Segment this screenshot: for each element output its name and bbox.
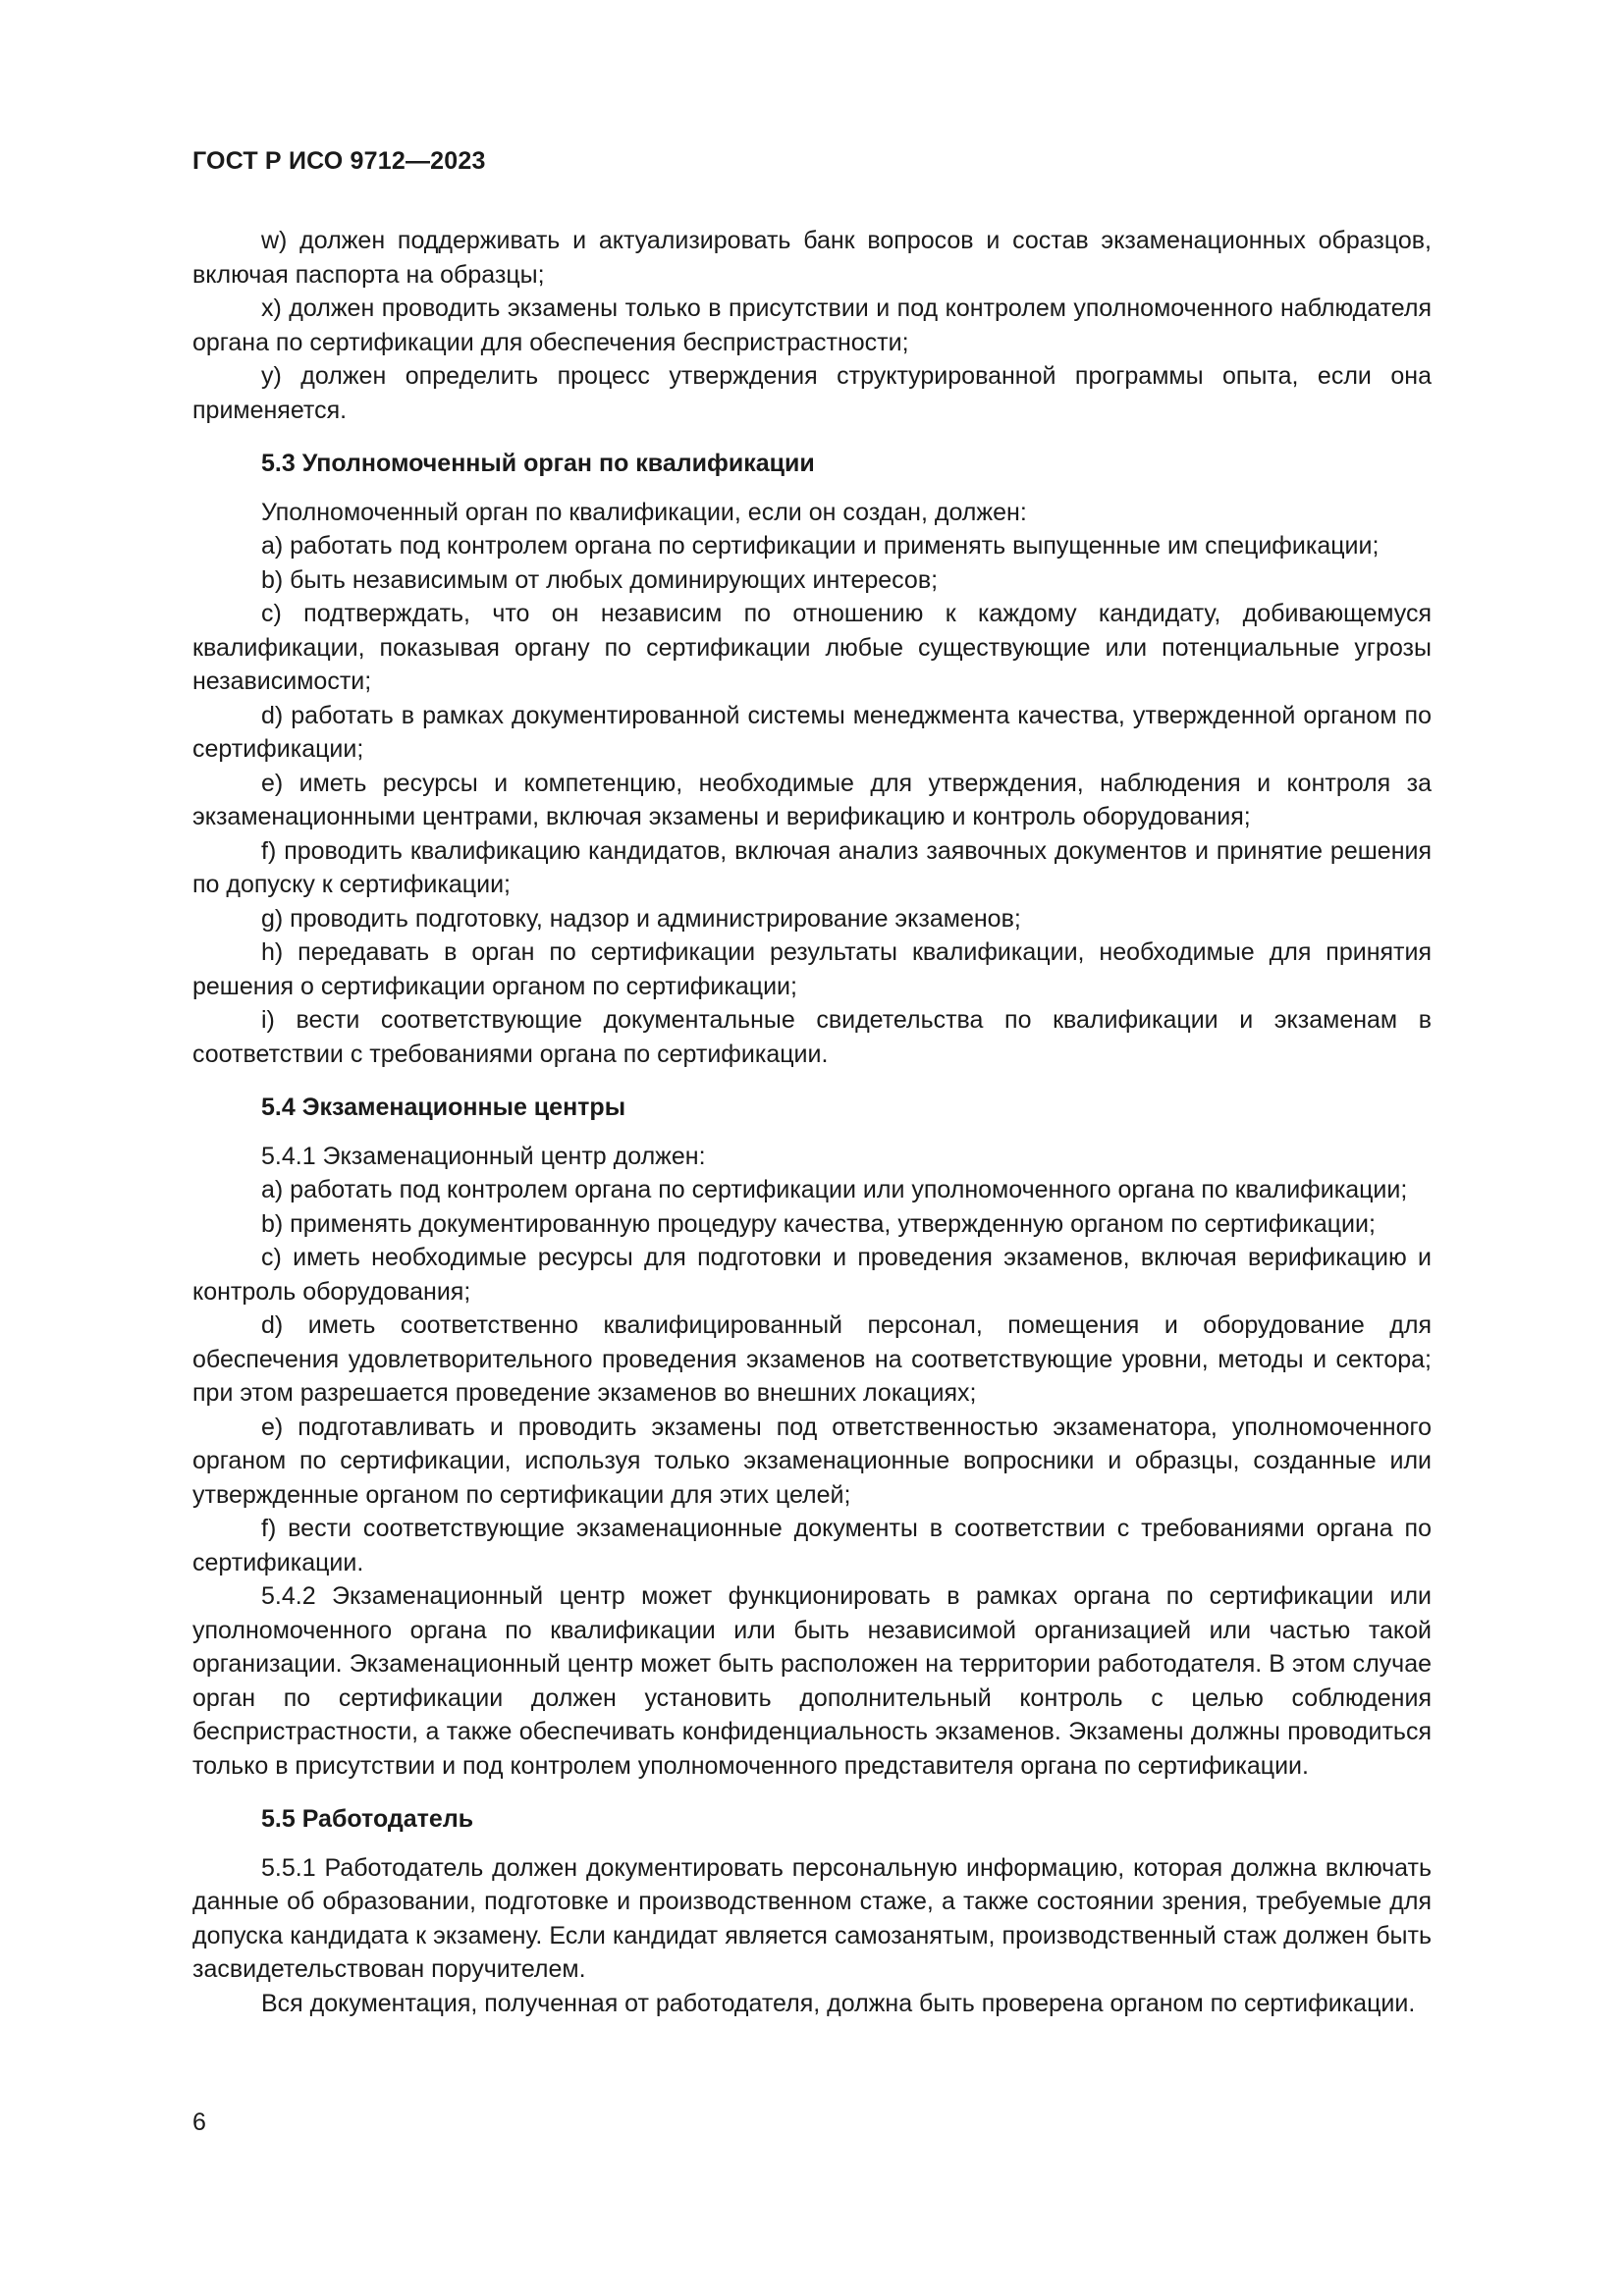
document-body [192, 224, 1432, 2020]
list-item: b) быть независимым от любых доминирующих интересов; [261, 565, 939, 594]
list-item: h) передавать в орган по сертификации результаты квалификации, необходимые для принятия решения о сертификации органом по сертификации; [192, 938, 1432, 1000]
paragraph: 5.4.1 Экзаменационный центр должен: [261, 1142, 706, 1170]
paragraph: 5.5.1 Работодатель должен документировать персональную информацию, которая должна включать данные об образовании, подготовке и производственном стаже, а также состоянии зрения, требуемые для допуска кандидата к экзамену. Если кандидат является самозанятым, производственный стаж должен быть засвидетельствован поручителем. [192, 1853, 1432, 1983]
list-item: x) должен проводить экзамены только в присутствии и под контролем уполномоченного наблюдателя органа по сертификации для обеспечения беспристрастности; [192, 294, 1432, 356]
section-heading-5-4: 5.4 Экзаменационные центры [261, 1094, 626, 1121]
section-heading-5-3: 5.3 Уполномоченный орган по квалификации [261, 450, 815, 477]
list-item: e) подготавливать и проводить экзамены под ответственностью экзаменатора, уполномоченного органом по сертификации, используя только экзаменационные вопросники и образцы, созданные или утвержденные органом по сертификации для этих целей; [192, 1413, 1432, 1509]
list-item: d) иметь соответственно квалифицированный персонал, помещения и оборудование для обеспечения удовлетворительного проведения экзаменов на соответствующие уровни, методы и сектора; при этом разрешается проведение экзаменов во внешних локациях; [192, 1311, 1432, 1407]
section-heading-5-5: 5.5 Работодатель [261, 1805, 474, 1833]
list-item: c) иметь необходимые ресурсы для подготовки и проведения экзаменов, включая верификацию и контроль оборудования; [192, 1244, 1432, 1306]
paragraph: Вся документация, полученная от работодателя, должна быть проверена органом по сертификации. [261, 1989, 1416, 2017]
list-item: e) иметь ресурсы и компетенцию, необходимые для утверждения, наблюдения и контроля за экзаменационными центрами, включая экзамены и верификацию и контроль оборудования; [192, 769, 1432, 830]
list-item: a) работать под контролем органа по сертификации и применять выпущенные им спецификации; [261, 532, 1380, 560]
list-item: w) должен поддерживать и актуализировать банк вопросов и состав экзаменационных образцов, включая паспорта на образцы; [192, 227, 1432, 289]
paragraph: Уполномоченный орган по квалификации, если он создан, должен: [261, 498, 1027, 526]
list-item: f) вести соответствующие экзаменационные документы в соответствии с требованиями органа по сертификации. [192, 1515, 1432, 1576]
list-item: c) подтверждать, что он независим по отношению к каждому кандидату, добивающемуся квалификации, показывая органу по сертификации любые существующие или потенциальные угрозы независимости; [192, 600, 1432, 695]
list-item: a) работать под контролем органа по сертификации или уполномоченного органа по квалификации; [261, 1176, 1408, 1203]
page-number: 6 [192, 2109, 206, 2136]
list-item: y) должен определить процесс утверждения структурированной программы опыта, если она применяется. [192, 362, 1432, 424]
list-item: g) проводить подготовку, надзор и администрирование экзаменов; [261, 904, 1021, 933]
list-item: i) вести соответствующие документальные свидетельства по квалификации и экзаменам в соответствии с требованиями органа по сертификации. [192, 1006, 1432, 1068]
paragraph: 5.4.2 Экзаменационный центр может функционировать в рамках органа по сертификации или уполномоченного органа по квалификации или быть независимой организацией или частью такой организации. Экзаменационный центр может быть расположен на территории работодателя. В этом случае орган по сертификации должен установить дополнительный контроль с целью соблюдения беспристрастности, а также обеспечивать конфиденциальность экзаменов. Экзамены должны проводиться только в присутствии и под контролем уполномоченного представителя органа по сертификации. [192, 1582, 1432, 1780]
list-item: d) работать в рамках документированной системы менеджмента качества, утвержденной органом по сертификации; [192, 701, 1432, 763]
document-code-header: ГОСТ Р ИСО 9712—2023 [192, 147, 486, 175]
list-item: b) применять документированную процедуру качества, утвержденную органом по сертификации; [261, 1209, 1376, 1238]
list-item: f) проводить квалификацию кандидатов, включая анализ заявочных документов и принятие решения по допуску к сертификации; [192, 836, 1432, 898]
